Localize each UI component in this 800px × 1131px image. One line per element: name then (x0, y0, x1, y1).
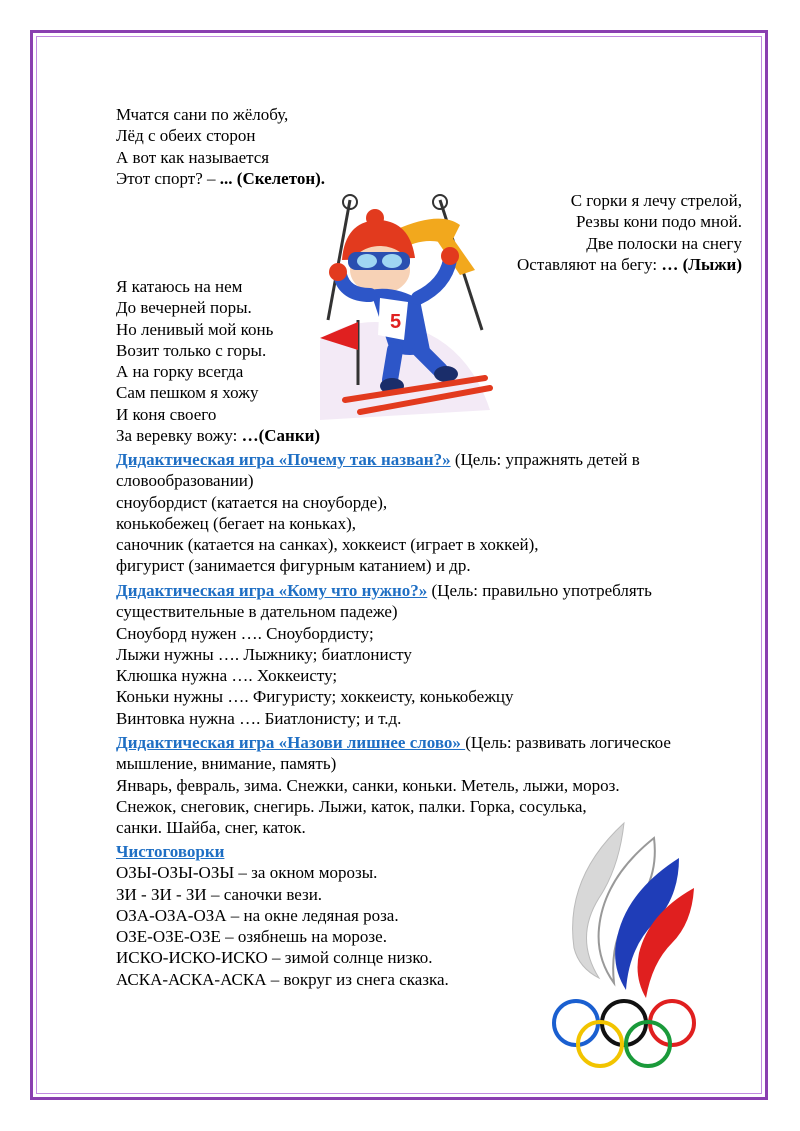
bib-number: 5 (390, 311, 402, 333)
riddle-line: Но ленивый мой конь (116, 319, 274, 339)
riddle-line: А вот как называется (116, 147, 270, 167)
tongue-twister-line: ЗИ - ЗИ - ЗИ – саночки вези. (116, 884, 323, 904)
tongue-twisters-title-link[interactable]: Чистоговорки (116, 842, 225, 861)
game-goal: (Цель: упражнять детей в (450, 450, 640, 469)
tongue-twister-line: ОЗЫ-ОЗЫ-ОЗЫ – за окном морозы. (116, 863, 378, 883)
game-item: санки. Шайба, снег, каток. (116, 818, 306, 838)
riddle-answer: ... (Скелетон). (219, 168, 326, 188)
riddle-line: Я катаюсь на нем (116, 277, 243, 296)
riddle-line: Возит только с горы. (116, 340, 267, 360)
game-item: фигурист (занимается фигурным катанием) и др. (116, 556, 471, 576)
game-item: сноубордист (катается на сноуборде), (116, 492, 388, 512)
game-item: саночник (катается на санках), хоккеист (играет в хоккей), (116, 535, 539, 555)
tongue-twister-line: ИСКО-ИСКО-ИСКО – зимой солнце низко. (116, 948, 433, 968)
riddle-skis (517, 190, 742, 275)
riddle-line: Мчатся сани по жёлобу, (116, 105, 289, 124)
tongue-twister-line: ОЗА-ОЗА-ОЗА – на окне ледяная роза. (116, 905, 399, 925)
game-goal: (Цель: развивать логическое (465, 733, 671, 752)
game-title-link[interactable]: Дидактическая игра «Кому что нужно?» (116, 581, 428, 600)
game-goal: существительные в дательном падеже) (116, 602, 398, 622)
game-item: Винтовка нужна …. Биатлонисту; и т.д. (116, 708, 402, 728)
game-item: Сноуборд нужен …. Сноубордисту; (116, 623, 374, 643)
riddle-line: И коня своего (116, 404, 217, 424)
game-item: Клюшка нужна …. Хоккеисту; (116, 666, 338, 686)
game-goal: (Цель: правильно употреблять (427, 581, 652, 600)
riddle-line: С горки я лечу стрелой, (570, 191, 742, 210)
riddle-line: Сам пешком я хожу (116, 383, 259, 403)
riddle-line: А на горку всегда (116, 362, 244, 382)
tongue-twister-line: ОЗЕ-ОЗЕ-ОЗЕ – озябнешь на морозе. (116, 927, 387, 947)
game-title-link[interactable]: Дидактическая игра «Назови лишнее слово» (116, 733, 466, 752)
riddle-line: До вечерней поры. (116, 298, 252, 318)
riddle-answer: …(Санки) (241, 426, 321, 446)
game-who-needs (116, 580, 652, 729)
tongue-twister-line: АСКА-АСКА-АСКА – вокруг из снега сказка. (116, 969, 449, 989)
riddle-sled (116, 276, 320, 446)
tongue-twisters (116, 841, 449, 990)
game-item: Январь, февраль, зима. Снежки, санки, коньки. Метель, лыжи, мороз. (116, 775, 620, 795)
game-goal: словообразовании) (116, 471, 254, 491)
riddle-line: Резвы кони подо мной. (576, 212, 742, 232)
riddle-skeleton (116, 104, 325, 189)
riddle-line: За веревку вожу: (116, 426, 242, 446)
riddle-line: Лёд с обеих сторон (116, 126, 256, 146)
riddle-line: Две полоски на снегу (586, 233, 742, 253)
game-why-named (116, 449, 640, 577)
game-item: конькобежец (бегает на коньках), (116, 513, 357, 533)
riddle-line: Оставляют на бегу: (517, 254, 662, 274)
riddle-answer: … (Лыжи) (661, 254, 742, 274)
skier-illustration (300, 190, 500, 430)
game-item: Лыжи нужны …. Лыжнику; биатлонисту (116, 644, 412, 664)
riddle-line: Этот спорт? – (116, 168, 220, 188)
olympic-logo (544, 818, 704, 1068)
game-item: Коньки нужны …. Фигуристу; хоккеисту, конькобежцу (116, 687, 514, 707)
game-title-link[interactable]: Дидактическая игра «Почему так назван?» (116, 450, 451, 469)
game-item: Снежок, снеговик, снегирь. Лыжи, каток, палки. Горка, сосулька, (116, 796, 587, 816)
game-goal: мышление, внимание, память) (116, 754, 337, 774)
